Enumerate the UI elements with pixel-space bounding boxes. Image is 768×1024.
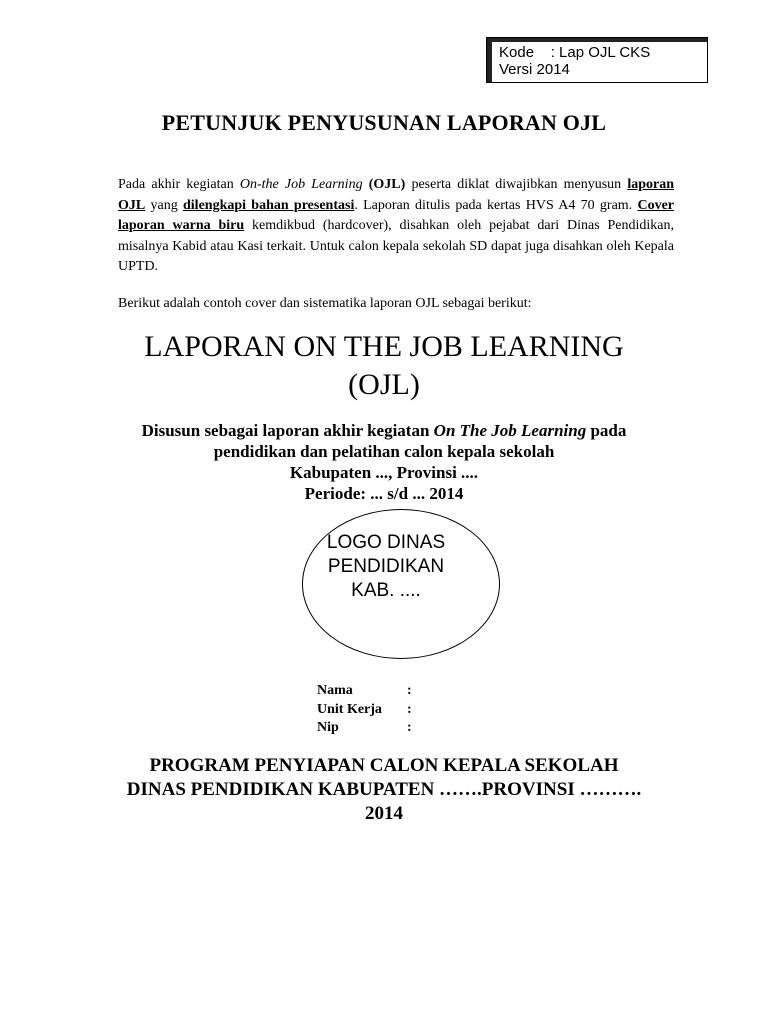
- cover-subtitle: [0, 420, 768, 504]
- cover-subtitle-line1: Disusun sebagai laporan akhir kegiatan On The Job Learning pada: [141, 421, 627, 440]
- field-row-unit-kerja: [317, 701, 412, 720]
- intro-cover-biru: Cover laporan warna biru: [118, 197, 674, 233]
- logo-text-line2: PENDIDIKAN: [327, 556, 445, 577]
- cover-title-line1: LAPORAN ON THE JOB LEARNING: [144, 330, 624, 363]
- logo-text-line1: LOGO DINAS: [326, 532, 446, 553]
- cover-subtitle-ojl-italic: On The Job Learning: [433, 421, 587, 440]
- field-label: Unit Kerja: [317, 701, 382, 717]
- page-title: PETUNJUK PENYUSUNAN LAPORAN OJL: [161, 110, 607, 135]
- intro-ojl-italic: On-the Job Learning: [239, 177, 363, 192]
- example-intro-paragraph: Berikut adalah contoh cover dan sistematika laporan OJL sebagai berikut:: [118, 296, 532, 311]
- document-code-label: Kode : Lap OJL CKS: [499, 44, 651, 61]
- cover-subtitle-line3: Kabupaten ..., Provinsi ....: [289, 463, 479, 482]
- cover-title: [0, 328, 768, 404]
- intro-paragraph: Pada akhir kegiatan On-the Job Learning (OJL) peserta diklat diwajibkan menyusun laporan OJL yang dilengkapi bahan presentasi. Laporan ditulis pada kertas HVS A4 70 gram. Cover laporan warna biru kemdikbud (hardcover), disahkan oleh pejabat dari Dinas Pendidikan, misalnya Kabid atau Kasi terkait. Untuk calon kepala sekolah SD dapat juga disahkan oleh Kepala UPTD.: [118, 177, 674, 274]
- intro-bahan-presentasi: dilengkapi bahan presentasi: [183, 197, 355, 213]
- footer-year-line: 2014: [365, 803, 403, 824]
- field-row-nip: [317, 719, 412, 738]
- intro-text: Pada akhir kegiatan: [118, 177, 240, 192]
- document-code-box: [486, 37, 708, 83]
- document-version-label: Versi 2014: [499, 61, 570, 78]
- field-label: Nama: [317, 683, 353, 698]
- field-separator: :: [407, 683, 412, 698]
- identity-fields: [317, 682, 412, 738]
- cover-footer: [0, 754, 768, 826]
- logo-text-line3: KAB. ....: [351, 580, 421, 601]
- cover-title-line2: (OJL): [348, 368, 420, 401]
- cover-subtitle-line2: pendidikan dan pelatihan calon kepala sekolah: [213, 442, 555, 461]
- field-separator: :: [407, 720, 412, 735]
- field-label: Nip: [317, 720, 339, 735]
- field-separator: :: [407, 701, 412, 717]
- footer-dinas-line: DINAS PENDIDIKAN KABUPATEN …….PROVINSI ……….: [126, 779, 642, 800]
- intro-ojl-abbr: (OJL): [368, 177, 406, 192]
- cover-subtitle-line4: Periode: ... s/d ... 2014: [304, 484, 464, 503]
- field-row-nama: [317, 682, 412, 701]
- logo-placeholder-text: [0, 531, 768, 603]
- intro-laporan-ojl: laporan OJL: [118, 177, 674, 213]
- footer-program-line: PROGRAM PENYIAPAN CALON KEPALA SEKOLAH: [149, 755, 619, 776]
